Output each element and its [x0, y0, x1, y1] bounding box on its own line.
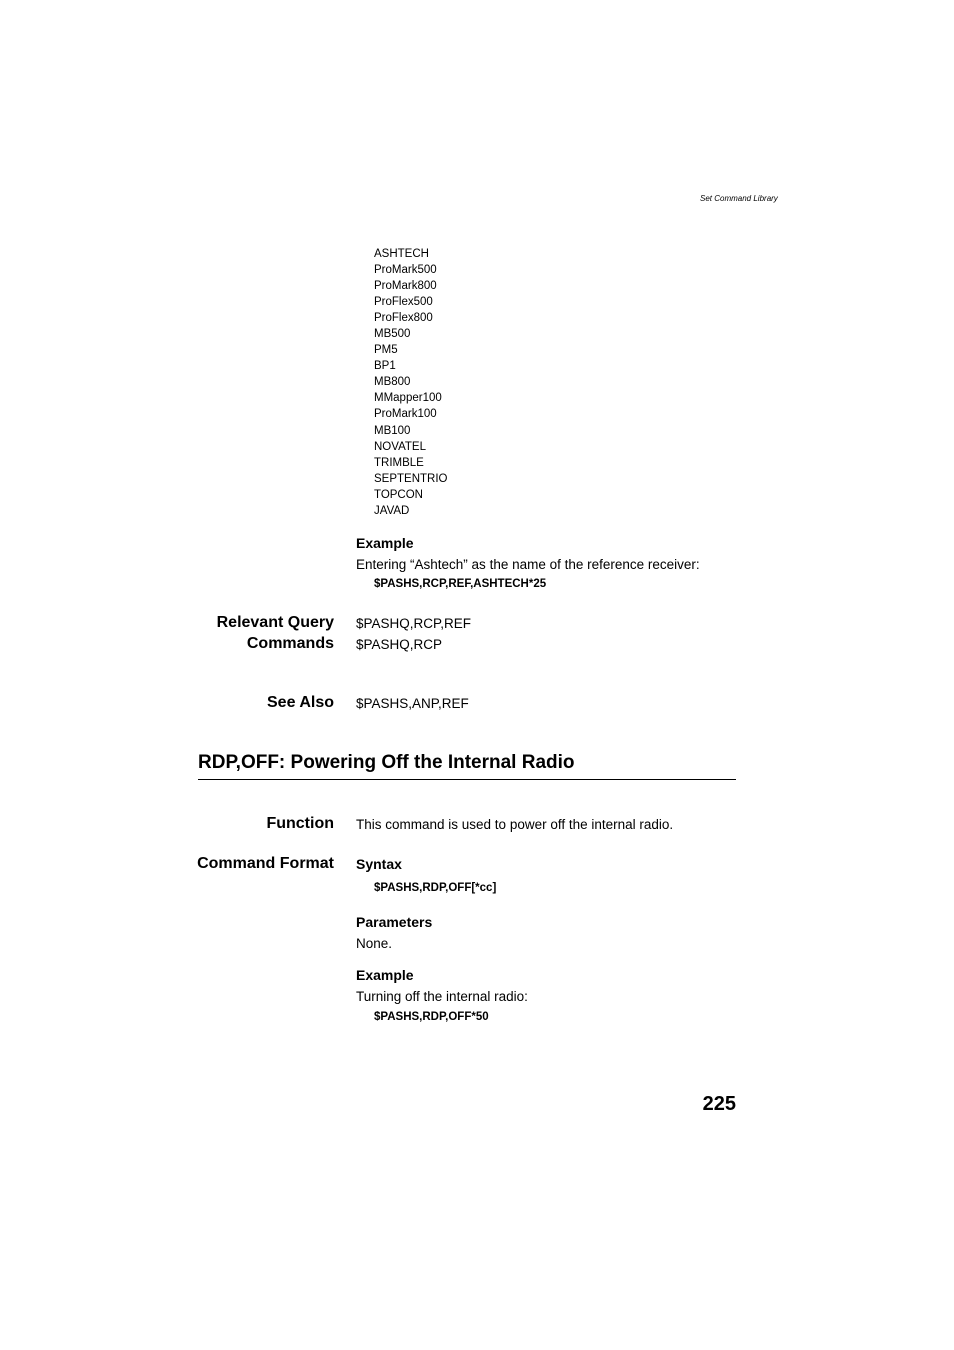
list-item: PM5: [374, 344, 398, 357]
example-heading: Example: [356, 535, 414, 551]
section-divider: [198, 779, 736, 780]
example-text: Turning off the internal radio:: [356, 989, 528, 1004]
list-item: TOPCON: [374, 488, 423, 501]
function-text: This command is used to power off the internal radio.: [356, 817, 674, 832]
section-title: RDP,OFF: Powering Off the Internal Radio: [198, 752, 575, 773]
list-item: MMapper100: [374, 392, 442, 405]
running-header: Set Command Library: [700, 194, 778, 203]
query-command: $PASHQ,RCP: [356, 637, 443, 652]
list-item: TRIMBLE: [374, 456, 424, 469]
relevant-query-label-commands: Commands: [246, 635, 334, 652]
function-label: Function: [266, 815, 334, 832]
list-item: MB800: [374, 376, 411, 389]
see-also-label: See Also: [267, 694, 334, 711]
list-item: JAVAD: [374, 504, 410, 517]
receiver-list: [374, 246, 447, 519]
list-item: SEPTENTRIO: [374, 472, 448, 485]
see-also-value: $PASHS,ANP,REF: [356, 696, 469, 711]
parameters-heading: Parameters: [356, 914, 433, 930]
list-item: MB100: [374, 424, 411, 437]
list-item: ProFlex500: [374, 296, 433, 309]
list-item: ASHTECH: [374, 248, 429, 260]
list-item: ProMark500: [374, 264, 437, 277]
relevant-query-label: Relevant Query: [216, 614, 334, 631]
list-item: MB500: [374, 328, 411, 341]
list-item: NOVATEL: [374, 440, 426, 453]
example-code: $PASHS,RDP,OFF*50: [374, 1011, 489, 1023]
example-heading: Example: [356, 967, 414, 983]
list-item: BP1: [374, 360, 396, 373]
list-item: ProFlex800: [374, 312, 433, 325]
example-text: Entering “Ashtech” as the name of the reference receiver:: [356, 557, 700, 572]
example-code: $PASHS,RCP,REF,ASHTECH*25: [374, 578, 547, 590]
parameters-text: None.: [356, 936, 393, 951]
list-item: ProMark100: [374, 408, 437, 421]
list-item: ProMark800: [374, 280, 437, 293]
query-command: $PASHQ,RCP,REF: [356, 616, 472, 631]
syntax-code: $PASHS,RDP,OFF[*cc]: [374, 882, 497, 894]
page-number: 225: [702, 1093, 736, 1115]
syntax-heading: Syntax: [356, 856, 402, 872]
command-format-label: Command Format: [197, 855, 334, 872]
